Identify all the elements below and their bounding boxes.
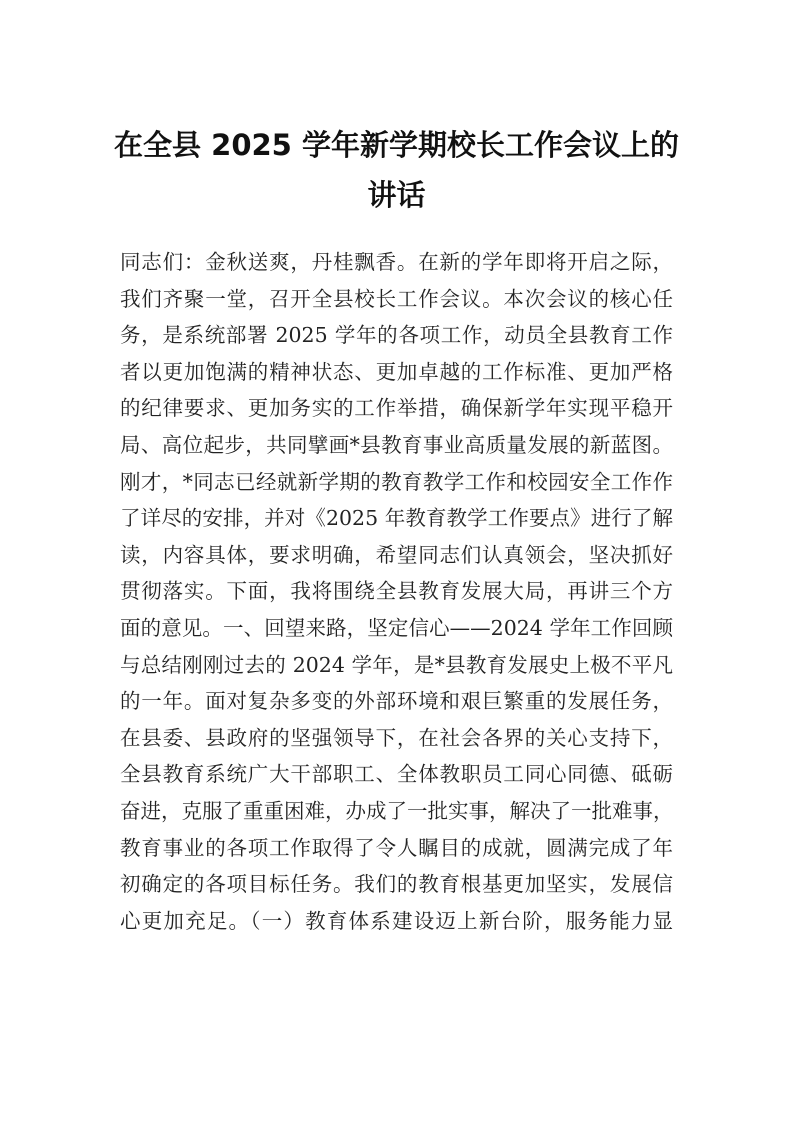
body-line: 与总结刚刚过去的 2024 学年，是*县教育发展史上极不平凡 bbox=[120, 652, 673, 677]
body-line: 心更加充足。（一）教育体系建设迈上新台阶，服务能力显 bbox=[120, 908, 673, 933]
body-line: 奋进，克服了重重困难，办成了一批实事，解决了一批难事， bbox=[120, 799, 674, 823]
body-line: 全县教育系统广大干部职工、全体教职员工同心同德、砥砺 bbox=[120, 762, 673, 787]
body-line: 局、高位起步，共同擘画*县教育事业高质量发展的新蓝图。 bbox=[120, 433, 673, 457]
body-line: 贯彻落实。下面，我将围绕全县教育发展大局，再讲三个方 bbox=[120, 579, 673, 604]
body-line: 读，内容具体，要求明确，希望同志们认真领会，坚决抓好 bbox=[120, 542, 673, 567]
body-line: 的一年。面对复杂多变的外部环境和艰巨繁重的发展任务， bbox=[120, 689, 673, 714]
body-line: 初确定的各项目标任务。我们的教育根基更加坚实，发展信 bbox=[120, 872, 673, 897]
body-line: 了详尽的安排，并对《2025 年教育教学工作要点》进行了解 bbox=[120, 506, 673, 531]
body-line: 教育事业的各项工作取得了令人瞩目的成就，圆满完成了年 bbox=[120, 835, 673, 860]
body-line: 面的意见。一、回望来路，坚定信心——2024 学年工作回顾 bbox=[120, 616, 673, 640]
body-line: 我们齐聚一堂，召开全县校长工作会议。本次会议的核心任 bbox=[120, 286, 673, 311]
document-title-line-2: 讲话 bbox=[367, 178, 426, 212]
body-line: 的纪律要求、更加务实的工作举措，确保新学年实现平稳开 bbox=[120, 396, 673, 421]
body-line: 同志们：金秋送爽，丹桂飘香。在新的学年即将开启之际， bbox=[120, 250, 673, 274]
document-title-line-1: 在全县 2025 学年新学期校长工作会议上的 bbox=[114, 128, 679, 162]
body-line: 刚才，*同志已经就新学期的教育教学工作和校园安全工作作 bbox=[120, 469, 673, 494]
body-line: 者以更加饱满的精神状态、更加卓越的工作标准、更加严格 bbox=[120, 359, 673, 384]
body-line: 在县委、县政府的坚强领导下，在社会各界的关心支持下， bbox=[120, 725, 673, 750]
body-line: 务，是系统部署 2025 学年的各项工作，动员全县教育工作 bbox=[120, 323, 673, 348]
